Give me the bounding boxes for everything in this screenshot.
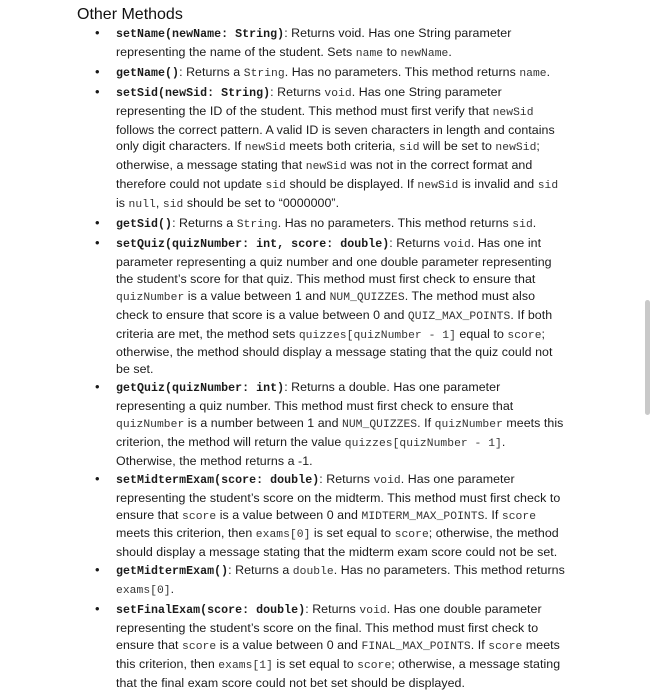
inline-code: name xyxy=(355,47,384,60)
description-text: meets this criterion, then xyxy=(116,637,560,671)
inline-code: exams[0] xyxy=(116,585,171,598)
inline-code: double xyxy=(292,566,334,579)
method-signature: setName(newName: String) xyxy=(116,28,285,41)
inline-code: MIDTERM_MAX_POINTS xyxy=(361,510,485,523)
description-text: . Has no parameters. This method returns xyxy=(284,64,520,79)
bullet-icon: • xyxy=(95,562,100,578)
method-item-getMidtermExam xyxy=(0,562,568,600)
bullet-icon: • xyxy=(95,379,100,395)
description-text: is set equal to xyxy=(272,656,358,671)
description-text: meets both criteria, xyxy=(285,139,400,154)
description-text: is xyxy=(116,196,129,211)
method-item-getSid xyxy=(0,215,568,234)
description-text: will be set to xyxy=(419,139,496,154)
inline-code: sid xyxy=(537,180,559,193)
description-text: was not in the correct format and therefore could not update xyxy=(116,158,533,192)
description-text: : Returns xyxy=(270,84,325,99)
description-text: : Returns a xyxy=(172,216,237,231)
description-text: . Otherwise, the method returns a -1. xyxy=(116,434,506,468)
methods-list xyxy=(0,25,654,693)
description-text: . xyxy=(532,216,537,231)
scrollbar-thumb[interactable] xyxy=(645,300,650,415)
inline-code: exams[0] xyxy=(255,529,311,542)
description-text: is set equal to xyxy=(310,526,395,541)
description-text: . xyxy=(546,64,551,79)
description-text: . Has one double parameter representing the student’s score on the final. This method must first check to ensure that xyxy=(116,602,542,652)
description-text: ; otherwise, a message stating that xyxy=(116,139,540,173)
inline-code: String xyxy=(236,219,278,232)
method-item-setFinalExam xyxy=(0,601,568,692)
description-text: ; otherwise, a message stating that the final exam score could not bet set should be displayed. xyxy=(116,656,561,690)
section-heading: Other Methods xyxy=(77,6,183,23)
description-text: . If xyxy=(484,507,502,522)
description-text: , xyxy=(155,196,163,211)
description-text: . Has one parameter representing the student’s score on the midterm. This method must first check to ensure that xyxy=(116,471,561,522)
method-signature: setMidtermExam(score: double) xyxy=(116,473,320,487)
bullet-icon: • xyxy=(95,601,100,617)
description-text: should be displayed. If xyxy=(285,177,418,192)
bullet-icon: • xyxy=(95,63,100,79)
bullet-icon: • xyxy=(95,234,100,250)
description-text: meets this criterion, then xyxy=(116,526,256,541)
method-signature: getName() xyxy=(116,66,180,80)
inline-code: void xyxy=(359,605,387,618)
method-signature: setSid(newSid: String) xyxy=(116,86,271,100)
inline-code: void xyxy=(443,238,471,251)
inline-code: score xyxy=(507,329,542,342)
inline-code: quizNumber xyxy=(434,419,503,432)
description-text: meets this criterion, the method will return the value xyxy=(116,416,564,449)
inline-code: FINAL_MAX_POINTS xyxy=(361,640,471,653)
description-text: : Returns void. Has one String parameter representing the name of the student. Sets xyxy=(116,26,512,59)
inline-code: newSid xyxy=(492,106,534,119)
inline-code: score xyxy=(182,510,217,523)
inline-code: newSid xyxy=(244,142,286,155)
inline-code: name xyxy=(519,67,547,80)
description-text: : Returns xyxy=(319,471,374,486)
inline-code: sid xyxy=(399,142,420,155)
description-text: is invalid and xyxy=(458,177,538,192)
description-text: : Returns a double. Has one parameter representing a quiz number. This method must first check to ensure that xyxy=(116,380,514,414)
description-text: to xyxy=(383,44,401,59)
inline-code: newName xyxy=(400,47,449,60)
inline-code: NUM_QUIZZES xyxy=(329,291,405,304)
bullet-icon: • xyxy=(95,83,100,99)
description-text: is a value between 0 and xyxy=(216,637,362,652)
description-text: . If both criteria are met, the method sets xyxy=(116,307,553,341)
description-text: equal to xyxy=(455,326,508,341)
description-text: : Returns a xyxy=(179,64,244,79)
inline-code: quizNumber xyxy=(116,291,185,304)
description-text: is a number between 1 and xyxy=(184,416,343,431)
description-text: . If xyxy=(417,416,435,431)
inline-code: newSid xyxy=(417,180,459,193)
description-text: is a value between 0 and xyxy=(216,507,362,522)
description-text: . Has no parameters. This method returns xyxy=(277,216,513,231)
description-text: . Has no parameters. This method returns xyxy=(333,563,565,578)
description-text: : Returns xyxy=(305,602,360,617)
inline-code: sid xyxy=(512,219,533,232)
method-signature: setFinalExam(score: double) xyxy=(116,604,306,618)
method-item-setMidtermExam xyxy=(0,471,568,562)
method-signature: setQuiz(quizNumber: int, score: double) xyxy=(116,237,390,251)
inline-code: QUIZ_MAX_POINTS xyxy=(407,310,511,323)
inline-code: quizzes[quizNumber - 1] xyxy=(298,329,456,342)
method-item-getQuiz xyxy=(0,379,568,470)
inline-code: String xyxy=(243,67,285,80)
inline-code: quizzes[quizNumber - 1] xyxy=(344,437,502,450)
inline-code: score xyxy=(501,510,537,523)
inline-code: score xyxy=(182,640,217,653)
method-signature: getQuiz(quizNumber: int) xyxy=(116,382,285,396)
description-text: should be set to “0000000”. xyxy=(183,196,340,211)
method-item-setQuiz xyxy=(0,235,568,378)
inline-code: sid xyxy=(162,199,184,212)
inline-code: score xyxy=(394,529,429,542)
inline-code: sid xyxy=(265,180,286,193)
description-text: : Returns xyxy=(389,235,444,250)
description-text: . Has one int parameter representing a quiz number and one double parameter representing the student’s score for that quiz. This method must first check to ensure that xyxy=(116,235,552,286)
description-text: . xyxy=(448,44,452,59)
inline-code: void xyxy=(373,474,401,487)
bullet-icon: • xyxy=(95,25,100,40)
inline-code: score xyxy=(488,640,523,653)
description-text: . The method must also check to ensure that score is a value between 0 and xyxy=(116,288,536,322)
method-item-getName xyxy=(0,64,568,83)
description-text: . xyxy=(170,582,175,597)
description-text: : Returns a xyxy=(228,563,293,578)
inline-code: exams[1] xyxy=(218,659,273,672)
inline-code: newSid xyxy=(305,161,347,174)
description-text: ; otherwise, the method should display a message stating that the quiz could not be set. xyxy=(116,326,553,377)
inline-code: null xyxy=(128,199,156,212)
inline-code: newSid xyxy=(495,142,537,155)
method-signature: getSid() xyxy=(116,218,173,232)
bullet-icon: • xyxy=(95,470,100,486)
inline-code: NUM_QUIZZES xyxy=(342,419,418,432)
bullet-icon: • xyxy=(95,215,100,231)
method-signature: getMidtermExam() xyxy=(116,565,229,579)
description-text: follows the correct pattern. A valid ID is seven characters in length and contains only digit characters. If xyxy=(116,122,555,154)
description-text: is a value between 1 and xyxy=(184,288,330,303)
description-text: . If xyxy=(470,637,489,652)
description-text: . Has one String parameter representing the ID of the student. This method must first verify that xyxy=(116,84,502,118)
method-item-setSid xyxy=(0,84,568,214)
description-text: ; otherwise, the method should display a message stating that the midterm exam score could not be set. xyxy=(116,526,559,560)
inline-code: score xyxy=(357,659,392,672)
inline-code: quizNumber xyxy=(116,419,185,432)
inline-code: void xyxy=(324,87,352,100)
method-item-setName xyxy=(0,25,568,63)
